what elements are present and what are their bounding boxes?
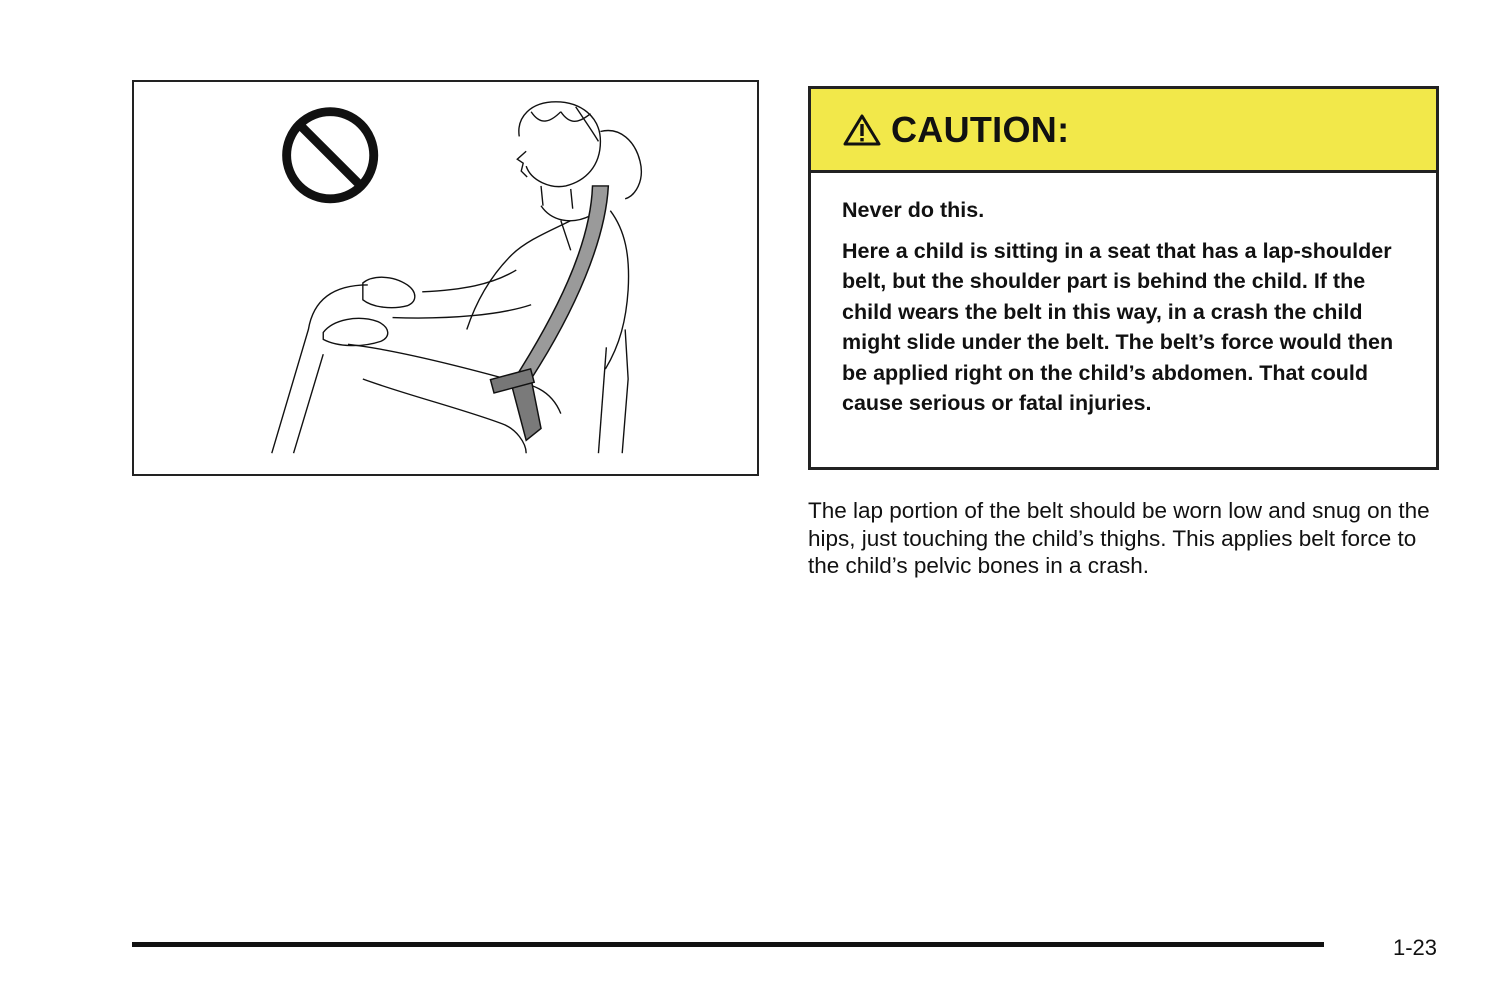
child-seated-belt-behind-drawing [134, 82, 757, 474]
seatbelt-illustration [132, 80, 759, 476]
warning-triangle-icon [843, 113, 881, 147]
caution-title: CAUTION: [891, 108, 1070, 150]
caution-box [808, 86, 1439, 470]
shoulder-belt [490, 186, 608, 440]
body-paragraph: The lap portion of the belt should be worn low and snug on the hips, just touching the child’s thighs. This applies belt force to the child’s pelvic bones in a crash. [808, 498, 1430, 578]
prohibited-icon [287, 112, 374, 199]
caution-header [811, 89, 1436, 173]
caution-paragraph-1: Never do this. [842, 198, 985, 222]
caution-body [811, 173, 1436, 419]
caution-paragraph-2: Here a child is sitting in a seat that has a lap-shoulder belt, but the shoulder part is behind the child. If the child wears the belt in this way, in a crash the child might slide under the belt. The belt’s force would then be applied right on the child’s abdomen. That could cause serious or fatal injuries. [842, 238, 1394, 415]
footer-rule [132, 942, 1324, 947]
page-number: 1-23 [1393, 935, 1438, 960]
